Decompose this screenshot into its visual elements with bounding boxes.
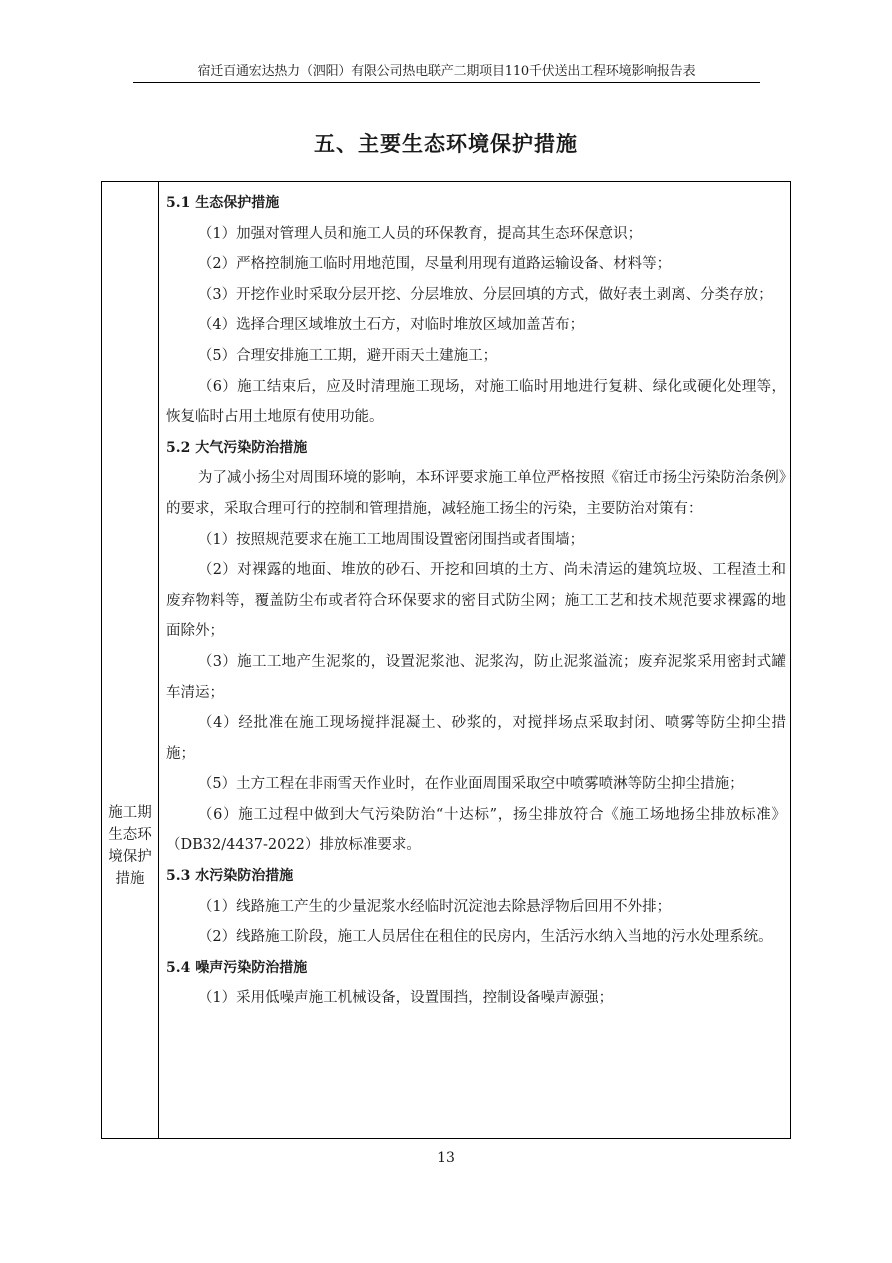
paragraph: （3）开挖作业时采取分层开挖、分层堆放、分层回填的方式，做好表土剥离、分类存放； [197,286,773,303]
paragraph: （2）严格控制施工临时用地范围，尽量利用现有道路运输设备、材料等； [197,256,672,273]
paragraph: （5）土方工程在非雨雪天作业时，在作业面周围采取空中喷雾喷淋等防尘抑尘措施； [197,776,744,793]
paragraph: 为了减小扬尘对周围环境的影响，本环评要求施工单位严格按照《宿迁市扬尘污染防治条例》的要求，采取合理可行的控制和管理措施，减轻施工扬尘的污染，主要防治对策有： [166,470,786,517]
paragraph: （4）经批准在施工现场搅拌混凝土、砂浆的，对搅拌场点采取封闭、喷雾等防尘抑尘措施； [166,715,786,762]
paragraph: （1）加强对管理人员和施工人员的环保教育，提高其生态环保意识； [197,225,643,242]
paragraph: （1）线路施工产生的少量泥浆水经临时沉淀池去除悬浮物后回用不外排； [197,898,672,915]
row-label-line: 境保护 [108,849,152,865]
measures-table [101,181,791,1139]
paragraph: （1）按照规范要求在施工工地周围设置密闭围挡或者围墙； [197,531,585,548]
paragraph: （6）施工过程中做到大气污染防治“十达标”，扬尘排放符合《施工场地扬尘排放标准》（DB32/4437-2022）排放标准要求。 [166,806,786,854]
paragraph: （2）对裸露的地面、堆放的砂石、开挖和回填的土方、尚未清运的建筑垃圾、工程渣土和废弃物料等，覆盖防尘布或者符合环保要求的密目式防尘网；施工工艺和技术规范要求裸露的地面除外； [166,562,786,640]
row-label-line: 施工期 [108,805,152,821]
paragraph: （5）合理安排施工工期，避开雨天土建施工； [197,347,498,364]
section-heading: 5.3 水污染防治措施 [166,868,294,885]
paragraph: （1）采用低噪声施工机械设备，设置围挡，控制设备噪声源强； [197,990,614,1007]
row-label-line: 生态环 [108,827,152,843]
measures-content [166,188,786,1014]
page-header: 宿迁百通宏达热力（泗阳）有限公司热电联产二期项目110千伏送出工程环境影响报告表 [133,62,760,83]
section-heading: 5.2 大气污染防治措施 [166,439,308,456]
row-label-line: 措施 [115,871,145,887]
page-title: 五、主要生态环境保护措施 [314,132,578,156]
paragraph: （3）施工工地产生泥浆的，设置泥浆池、泥浆沟，防止泥浆溢流；废弃泥浆采用密封式罐车清运； [166,653,786,701]
page-number: 13 [437,1150,455,1166]
paragraph: （6）施工结束后，应及时清理施工现场，对施工临时用地进行复耕、绿化或硬化处理等，恢复临时占用土地原有使用功能。 [166,378,786,426]
section-heading: 5.4 噪声污染防治措施 [166,959,308,976]
section-heading: 5.1 生态保护措施 [166,195,280,211]
column-divider [158,182,159,1138]
row-label [102,802,158,890]
paragraph: （4）选择合理区域堆放土石方，对临时堆放区域加盖苫布； [197,317,585,334]
paragraph: （2）线路施工阶段，施工人员居住在租住的民房内，生活污水纳入当地的污水处理系统。 [197,929,773,946]
